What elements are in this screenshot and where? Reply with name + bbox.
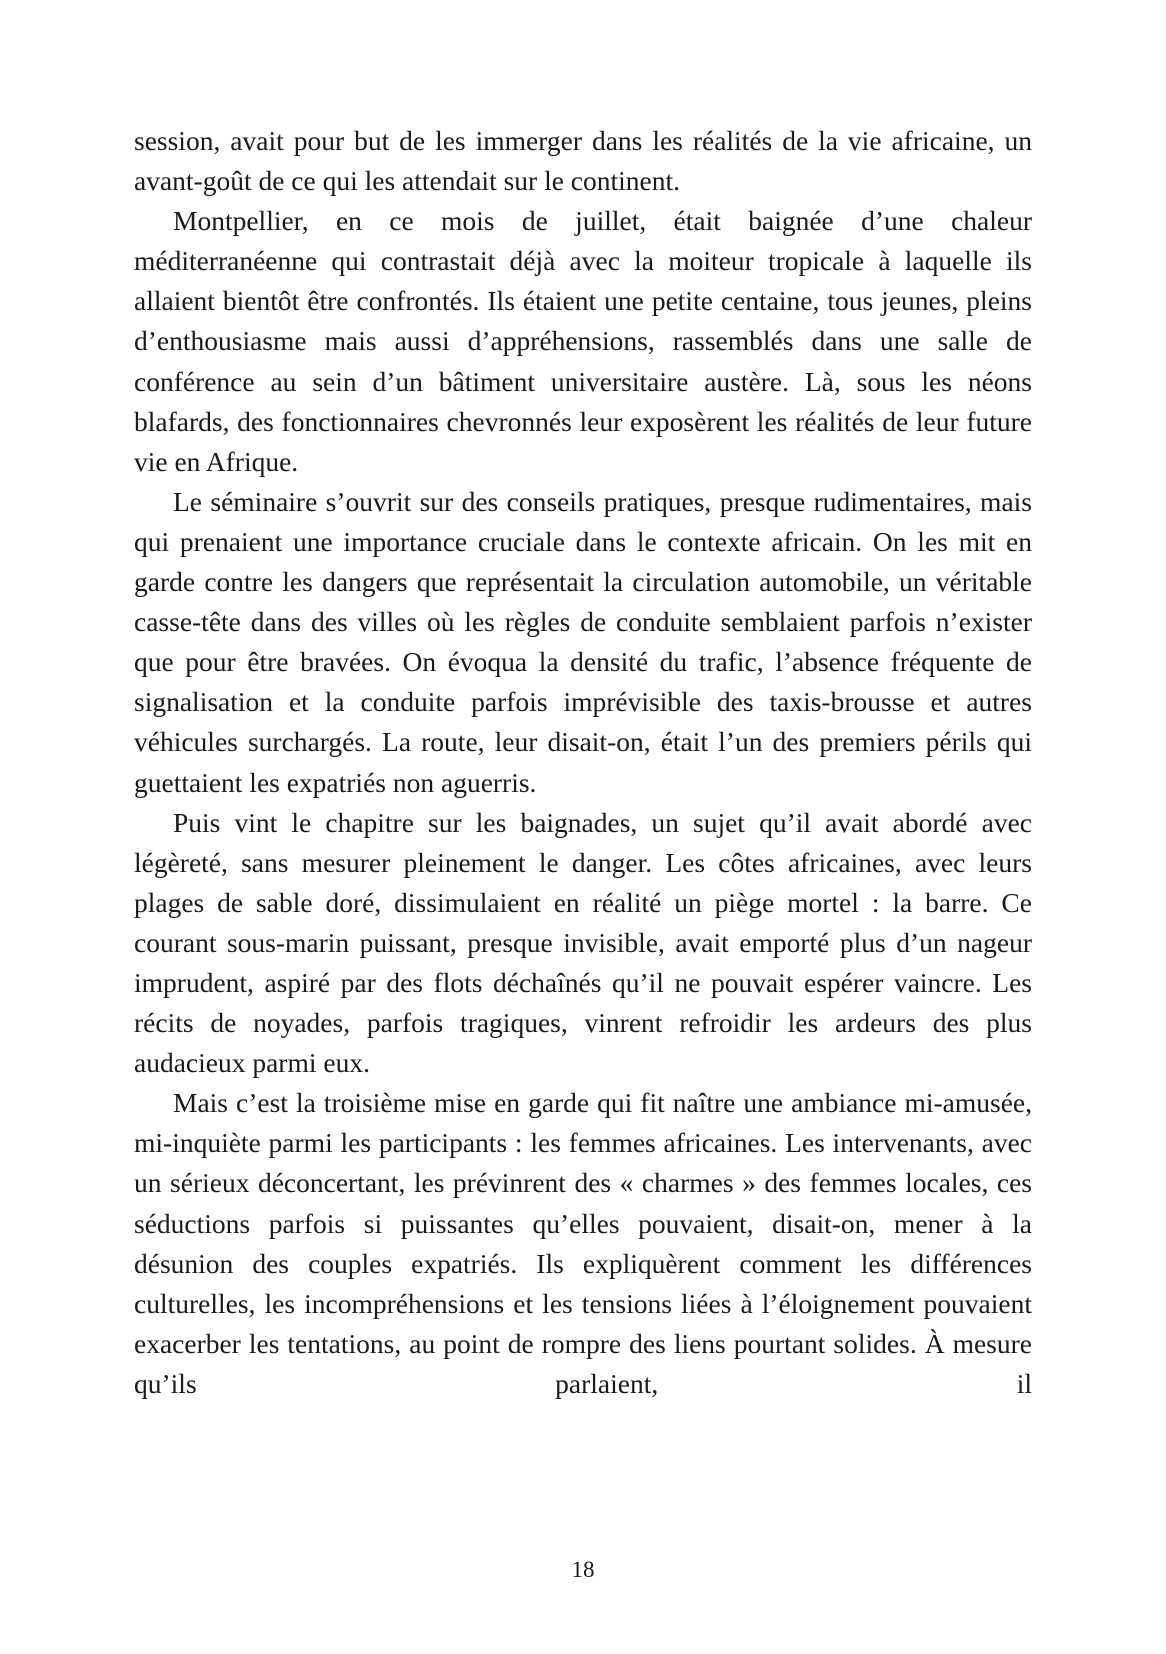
body-text (134, 121, 1032, 1404)
page-number: 18 (571, 1557, 595, 1582)
paragraph-4: Puis vint le chapitre sur les baignades, un sujet qu’il avait abordé avec légèreté, sans mesurer pleinement le danger. Les côtes africaines, avec leurs plages de sable doré, dissimulaient en réalité un piège mortel : la barre. Ce courant sous-marin puissant, presque invisible, avait emporté plus d’un nageur imprudent, aspiré par des flots déchaînés qu’il ne pouvait espérer vaincre. Les récits de noyades, parfois tragiques, vinrent refroidir les ardeurs des plus audacieux parmi eux. (134, 806, 1032, 1079)
paragraph-3: Le séminaire s’ouvrit sur des conseils pratiques, presque rudimentaires, mais qui prenaient une importance cruciale dans le contexte africain. On les mit en garde contre les dangers que représentait la circulation automobile, un véritable casse-tête dans des villes où les règles de conduite semblaient parfois n’exister que pour être bravées. On évoqua la densité du trafic, l’absence fréquente de signalisation et la conduite parfois imprévisible des taxis-brousse et autres véhicules surchargés. La route, leur disait-on, était l’un des premiers périls qui guettaient les expatriés non aguerris. (134, 485, 1032, 798)
paragraph-2: Montpellier, en ce mois de juillet, était baignée d’une chaleur méditerranéenne qui contrastait déjà avec la moiteur tropicale à laquelle ils allaient bientôt être confrontés. Ils étaient une petite centaine, tous jeunes, pleins d’enthousiasme mais aussi d’appréhensions, rassemblés dans une salle de conférence au sein d’un bâtiment universitaire austère. Là, sous les néons blafards, des fonctionnaires chevronnés leur exposèrent les réalités de leur future vie en Afrique. (134, 205, 1032, 477)
paragraph-1: session, avait pour but de les immerger dans les réalités de la vie africaine, un avant-goût de ce qui les attendait sur le continent. (134, 125, 1032, 197)
paragraph-5: Mais c’est la troisième mise en garde qui fit naître une ambiance mi-amusée, mi-inquiète parmi les participants : les femmes africaines. Les intervenants, avec un sérieux déconcertant, les prévinrent des « charmes » des femmes locales, ces séductions parfois si puissantes qu’elles pouvaient, disait-on, mener à la désunion des couples expatriés. Ils expliquèrent comment les différences culturelles, les incompréhensions et les tensions liées à l’éloignement pouvaient exacerber les tentations, au point de rompre des liens pourtant solides. À mesure qu’ils parlaient, il (134, 1087, 1032, 1399)
